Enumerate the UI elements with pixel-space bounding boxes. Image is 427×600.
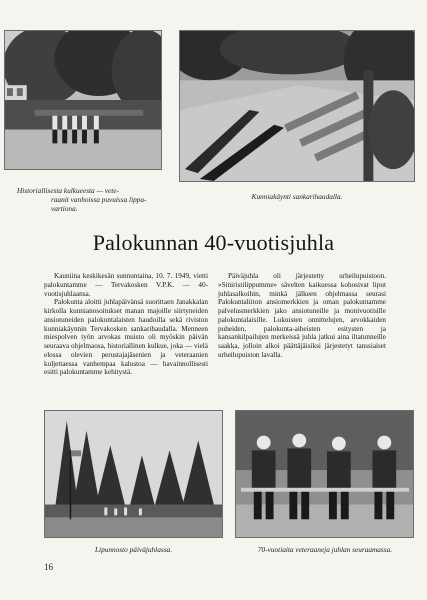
photo-historical-procession bbox=[4, 30, 162, 170]
caption-line-3: vartiona. bbox=[51, 204, 78, 213]
photo-honor-march bbox=[179, 30, 415, 182]
photo-flag-raising bbox=[44, 410, 223, 538]
page-number: 16 bbox=[44, 562, 53, 572]
caption-veterans: 70-vuotiaita veteraaneja juhlan seuraamassa. bbox=[257, 545, 393, 554]
veterans-image bbox=[236, 411, 413, 537]
caption-honor-march: Kunniakäynti sankarihaudalla. bbox=[251, 192, 343, 201]
caption-historical-procession bbox=[17, 186, 167, 213]
caption-flag-raising: Lipunnosto päiväjuhlassa. bbox=[94, 545, 173, 554]
caption-line-2: raanit vanhoissa puvuissa lippu- bbox=[51, 195, 147, 204]
column-right-paragraph-1: Päiväjuhla oli järjestetty urheilupuistoon. »Siniristilippumme» sävelten kaikuessa kohosivat liput juhlasalkoihin, minkä jälkeen ohjelmassa seurasi Palokuntaliiton ansiomerkkien ja oman palokuntamme palvelusmerkkien jako ansiotuneille ja monivuotisille palokuntalaisille. Lukuisten onnittelujen, arvokkaiden puheiden, palokunta-aiheisten esitysten ja kansankilpailujen merkeissä juhla jatkui aina iltatunneille saakka, jolloin alkoi päättäjäisiksi järjestetyt tanssiaiset urheilupuiston lavalla. bbox=[218, 272, 386, 359]
photo-veterans bbox=[235, 410, 414, 538]
procession-image bbox=[5, 31, 161, 169]
column-left-paragraph-2: Palokunta aloitti juhlapäivänsä suorittaen Janakkalan kirkolla kunnianosoitukset manan majoille siirtyneiden ansiotuneiden palokuntalaisten haudoilla sekä riviston kunniakäynnin Tervakosken sankarihaudalla. Menneen miespolven työn arvokas muisto oli myöskin päivän seuraava ohjelmaosa, historiallinen kulkue, joka — vielä elossa olevien perustajajäsenien ja veteraanien kuljettaessa vanhempaa kalustoa — havainnollisesti esitti palokuntamme kehitystä. bbox=[44, 298, 208, 377]
column-left-paragraph-1: Kauniina keskikesän sunnuntaina, 10. 7. 1949, vietti palokuntamme — Tervakosken V.P.K. — 40-vuotisjuhlaansa. bbox=[44, 272, 208, 298]
article-column-left bbox=[44, 272, 208, 377]
honor-march-image bbox=[180, 31, 414, 181]
article-column-right bbox=[218, 272, 386, 360]
article-title: Palokunnan 40-vuotisjuhla bbox=[92, 230, 335, 255]
caption-line-1: Historiallisesta kulkueesta — vete- bbox=[17, 186, 119, 195]
flag-raising-image bbox=[45, 411, 222, 537]
